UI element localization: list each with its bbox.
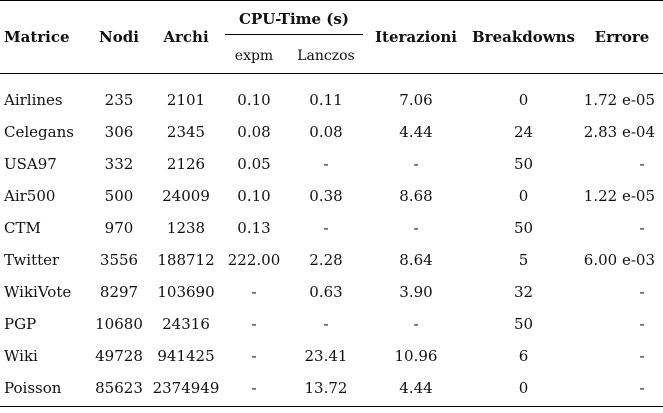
- cell-archi: 2374949: [152, 379, 220, 397]
- cell-lanczos: -: [323, 219, 329, 237]
- cell-archi: 1238: [166, 219, 206, 237]
- cell-expm: 0.05: [237, 155, 271, 173]
- cell-iterazioni: 8.64: [399, 251, 433, 269]
- cell-archi: 24316: [162, 315, 210, 333]
- cell-errore: 1.72 e-05: [583, 91, 655, 109]
- cell-nodi: 235: [104, 91, 134, 109]
- header-matrice: Matrice: [4, 28, 70, 46]
- cell-matrice: WikiVote: [4, 283, 72, 301]
- cell-expm: 0.13: [237, 219, 271, 237]
- table-header: [0, 1, 663, 74]
- cell-breakdowns: 32: [513, 283, 534, 301]
- cell-lanczos: -: [323, 315, 329, 333]
- cell-matrice: PGP: [4, 315, 37, 333]
- cell-lanczos: 0.63: [309, 283, 343, 301]
- cell-breakdowns: 0: [518, 91, 529, 109]
- cell-matrice: Twitter: [4, 251, 60, 269]
- cell-expm: 0.10: [237, 91, 271, 109]
- cell-errore: -: [639, 315, 645, 333]
- cell-iterazioni: 10.96: [394, 347, 438, 365]
- cell-breakdowns: 6: [518, 347, 529, 365]
- cell-errore: -: [639, 347, 645, 365]
- cell-lanczos: -: [323, 155, 329, 173]
- cell-iterazioni: -: [413, 315, 419, 333]
- cell-errore: -: [639, 283, 645, 301]
- cell-breakdowns: 0: [518, 379, 529, 397]
- cell-lanczos: 0.08: [309, 123, 343, 141]
- cell-nodi: 49728: [95, 347, 143, 365]
- cell-errore: 6.00 e-03: [583, 251, 655, 269]
- table-row: [0, 84, 663, 116]
- cell-lanczos: 0.38: [309, 187, 343, 205]
- cell-archi: 941425: [157, 347, 215, 365]
- header-breakdowns: Breakdowns: [472, 28, 575, 46]
- cell-archi: 2126: [166, 155, 206, 173]
- cell-lanczos: 23.41: [304, 347, 348, 365]
- header-row-top: [0, 1, 663, 40]
- table-row: [0, 372, 663, 407]
- cell-archi: 188712: [157, 251, 215, 269]
- cell-breakdowns: 50: [513, 219, 534, 237]
- cell-nodi: 970: [104, 219, 134, 237]
- cell-nodi: 500: [104, 187, 134, 205]
- cell-expm: -: [251, 347, 257, 365]
- table-row: [0, 148, 663, 180]
- header-nodi: Nodi: [99, 28, 139, 46]
- cell-iterazioni: -: [413, 219, 419, 237]
- table-row: [0, 276, 663, 308]
- table-row: [0, 244, 663, 276]
- cell-expm: 222.00: [227, 251, 281, 269]
- table-body: [0, 74, 663, 407]
- header-expm: expm: [234, 48, 274, 64]
- cell-expm: -: [251, 315, 257, 333]
- cell-iterazioni: -: [413, 155, 419, 173]
- table-row: [0, 340, 663, 372]
- cell-iterazioni: 4.44: [399, 379, 433, 397]
- header-separator: [0, 74, 663, 85]
- cell-matrice: Wiki: [4, 347, 38, 365]
- table-row: [0, 116, 663, 148]
- cell-iterazioni: 4.44: [399, 123, 433, 141]
- header-iterazioni: Iterazioni: [375, 28, 457, 46]
- cell-matrice: Celegans: [4, 123, 74, 141]
- header-archi: Archi: [163, 28, 209, 46]
- cell-iterazioni: 8.68: [399, 187, 433, 205]
- cell-lanczos: 13.72: [304, 379, 348, 397]
- cell-iterazioni: 7.06: [399, 91, 433, 109]
- header-cpu-time-group: [222, 1, 366, 40]
- cell-errore: -: [639, 155, 645, 173]
- cell-errore: 2.83 e-04: [583, 123, 655, 141]
- cell-iterazioni: 3.90: [399, 283, 433, 301]
- header-lanczos: Lanczos: [297, 48, 355, 64]
- cell-expm: 0.08: [237, 123, 271, 141]
- cell-archi: 103690: [157, 283, 215, 301]
- table-row: [0, 212, 663, 244]
- cell-nodi: 332: [104, 155, 134, 173]
- cell-matrice: Airlines: [4, 91, 63, 109]
- cell-nodi: 85623: [95, 379, 143, 397]
- cell-expm: -: [251, 379, 257, 397]
- cell-errore: -: [639, 379, 645, 397]
- cell-archi: 2101: [166, 91, 206, 109]
- cell-matrice: Poisson: [4, 379, 62, 397]
- cell-nodi: 3556: [99, 251, 139, 269]
- cell-breakdowns: 50: [513, 315, 534, 333]
- cell-expm: -: [251, 283, 257, 301]
- cell-matrice: USA97: [4, 155, 57, 173]
- cell-nodi: 8297: [99, 283, 139, 301]
- cell-lanczos: 2.28: [309, 251, 343, 269]
- table-row: [0, 180, 663, 212]
- cell-breakdowns: 5: [518, 251, 529, 269]
- cell-nodi: 10680: [95, 315, 143, 333]
- cell-nodi: 306: [104, 123, 134, 141]
- cell-matrice: CTM: [4, 219, 41, 237]
- cell-archi: 24009: [162, 187, 210, 205]
- cell-breakdowns: 50: [513, 155, 534, 173]
- cell-matrice: Air500: [4, 187, 56, 205]
- cell-lanczos: 0.11: [309, 91, 343, 109]
- table-row: [0, 308, 663, 340]
- cell-errore: 1.22 e-05: [583, 187, 655, 205]
- cell-breakdowns: 0: [518, 187, 529, 205]
- header-cpu-time: CPU-Time (s): [225, 10, 363, 35]
- cell-breakdowns: 24: [513, 123, 534, 141]
- cell-expm: 0.10: [237, 187, 271, 205]
- cell-archi: 2345: [166, 123, 206, 141]
- cell-errore: -: [639, 219, 645, 237]
- header-errore: Errore: [594, 28, 650, 46]
